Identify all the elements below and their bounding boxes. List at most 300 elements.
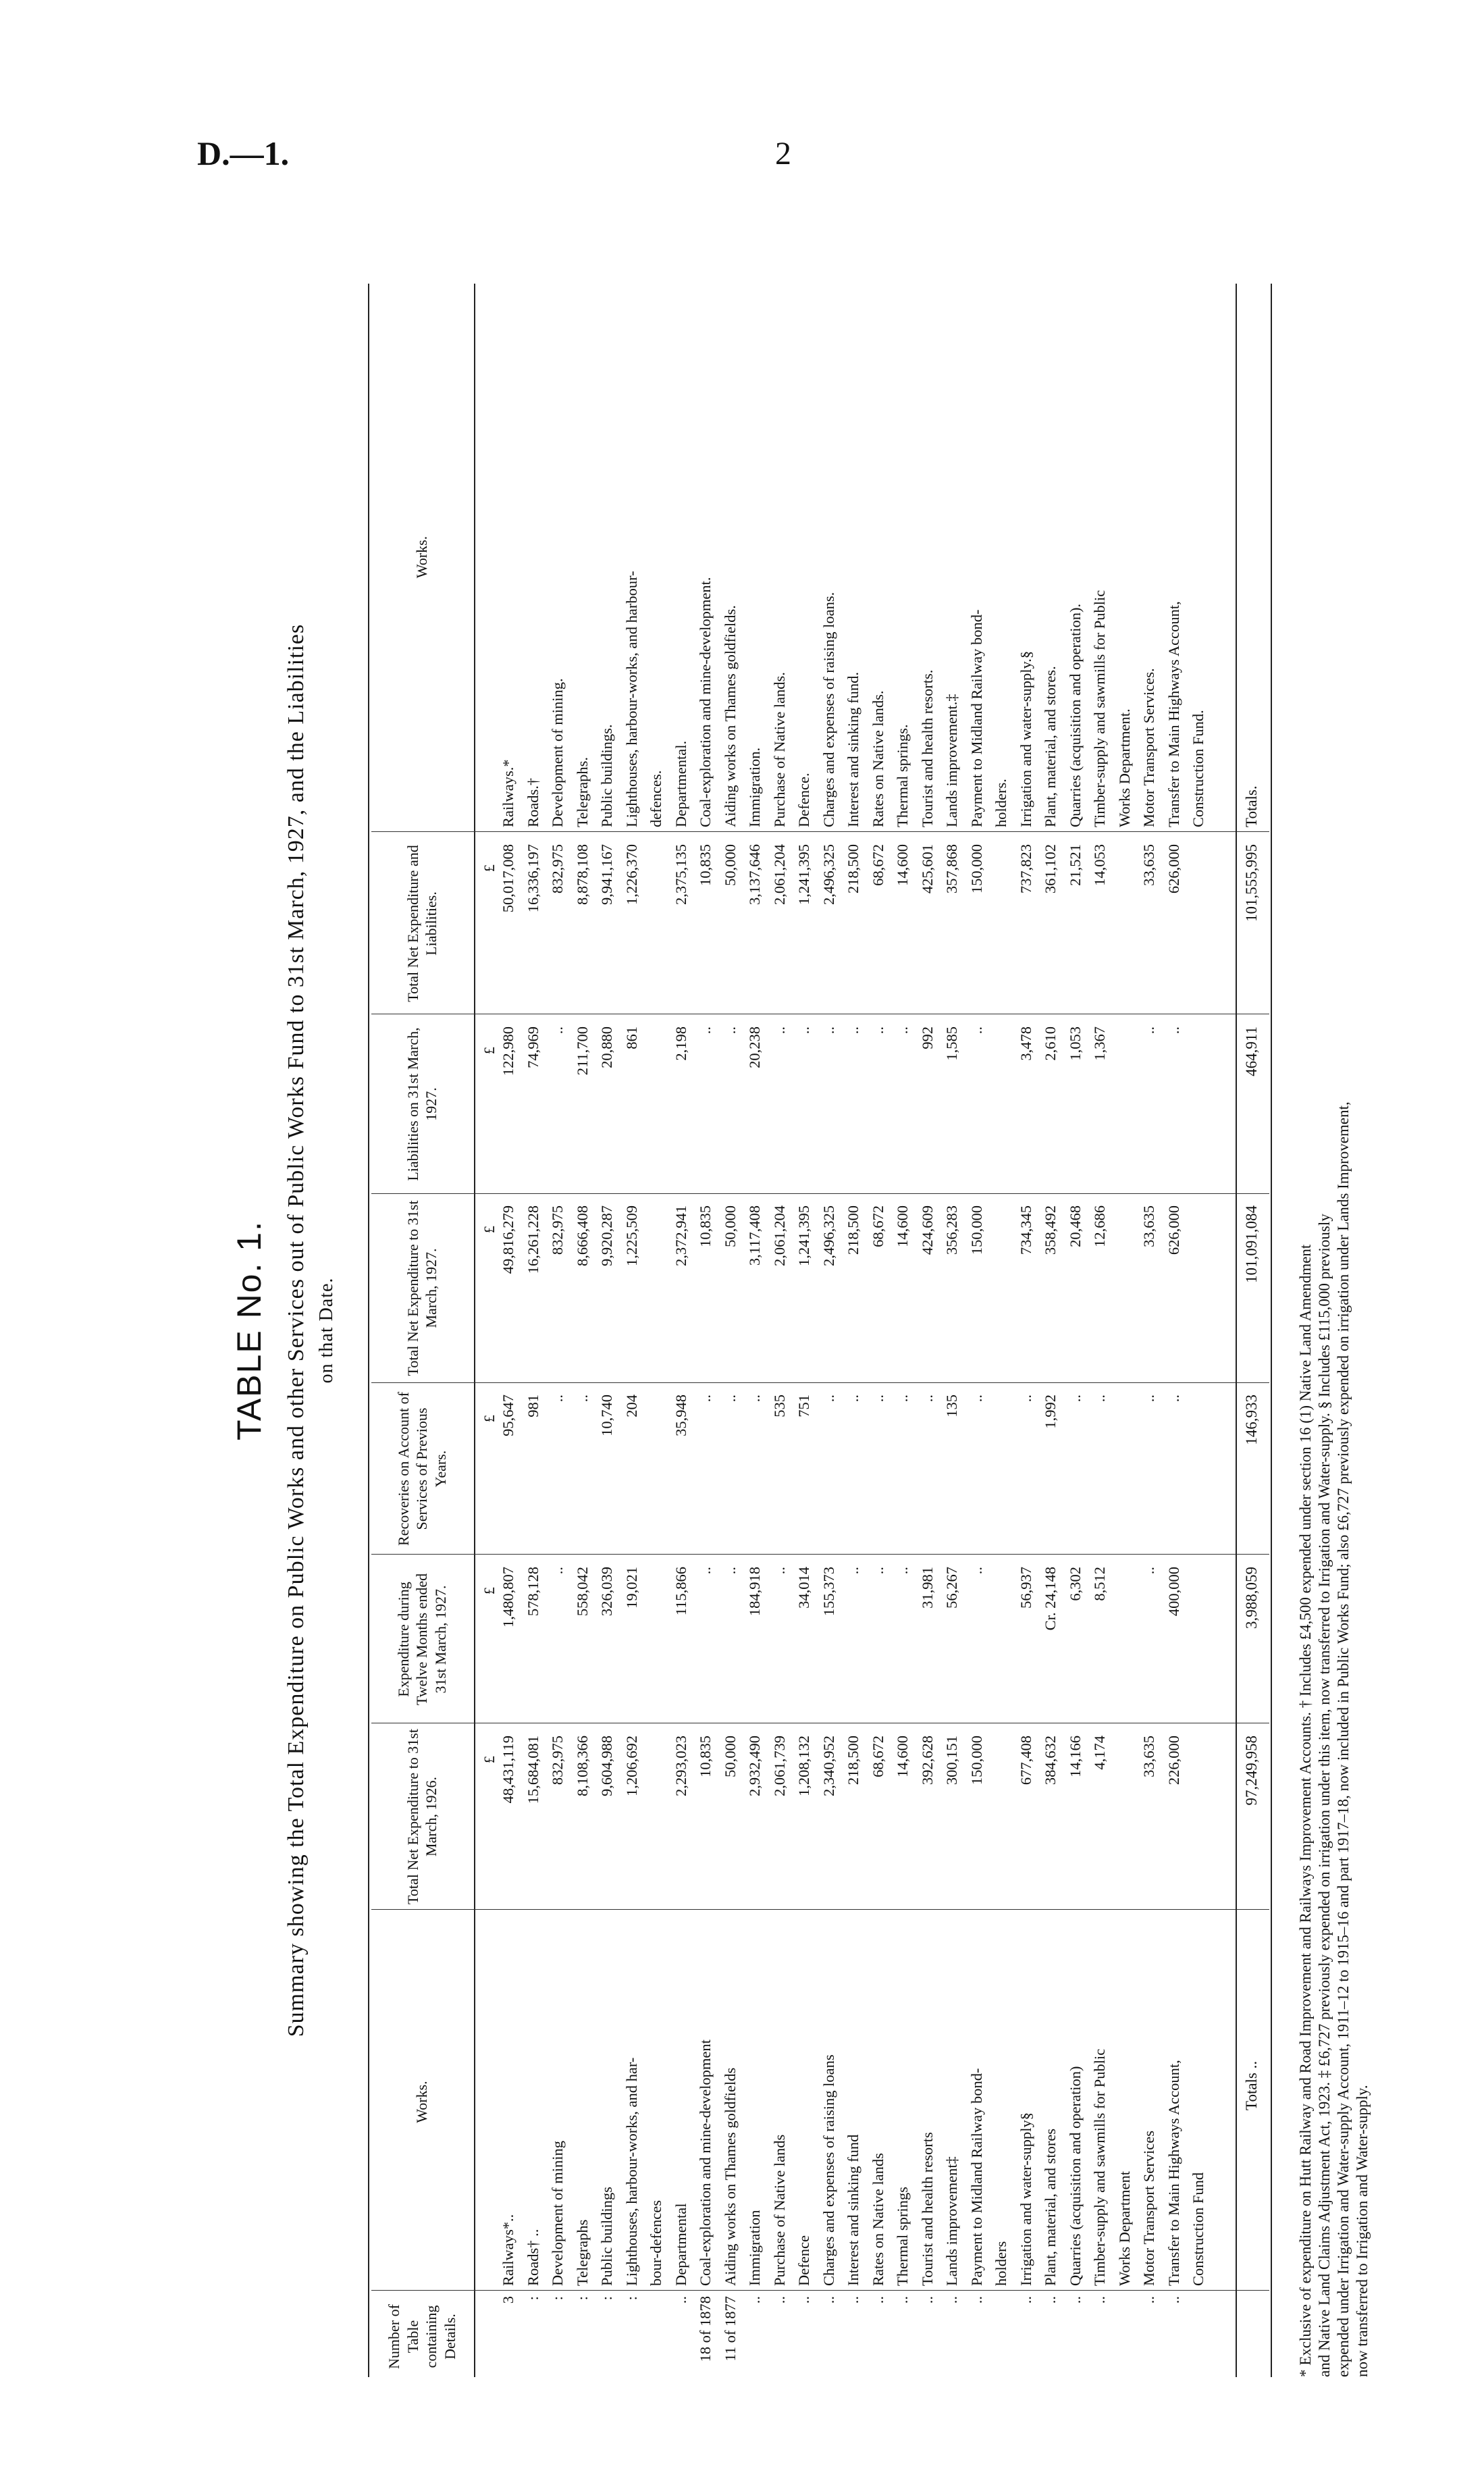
cell-recoveries: .. [1091, 1395, 1108, 1403]
cell-liabilities: .. [1165, 1026, 1182, 1035]
cell-total1926: 2,293,023 [672, 1736, 689, 1796]
table-row [968, 284, 986, 2377]
cell-recoveries: .. [918, 1395, 936, 1403]
cell-recoveries: 535 [770, 1395, 788, 1417]
cell-ref: : [549, 2296, 566, 2301]
cell-total1926: 33,635 [1140, 1736, 1157, 1777]
table-row [845, 284, 862, 2377]
cell-liabilities [1190, 1026, 1207, 1189]
table-row [795, 284, 813, 2377]
cell-total1926: 68,672 [869, 1736, 886, 1777]
cell-during: 8,512 [1091, 1567, 1108, 1601]
cell-works: Development of mining [549, 2141, 566, 2286]
cell-total1926: 392,628 [918, 1736, 936, 1786]
cell-totalLiab: 10,835 [697, 844, 714, 886]
table-row [992, 284, 1010, 2377]
cell-ref: .. [795, 2296, 812, 2304]
column-header-ref: Number of Table containing Details. [386, 2304, 458, 2369]
cell-liabilities: .. [869, 1026, 886, 1035]
cell-total1927: 626,000 [1165, 1205, 1182, 1255]
cell-recoveries: 95,647 [500, 1395, 516, 1436]
cell-liabilities: .. [1140, 1026, 1157, 1035]
table-row [771, 284, 789, 2377]
cell-ref: .. [1140, 2296, 1157, 2304]
cell-works2: Charges and expenses of raising loans. [820, 592, 837, 827]
table-row [525, 284, 542, 2377]
table-row [697, 284, 714, 2377]
cell-works: Quarries (acquisition and operation) [1066, 2066, 1084, 2286]
cell-liabilities: 3,478 [1017, 1026, 1034, 1061]
cell-works: Defence [795, 2235, 812, 2286]
cell-total1927: 50,000 [721, 1205, 739, 1247]
cell-total1927: 68,672 [869, 1205, 886, 1247]
cell-total1927: 14,600 [894, 1205, 911, 1247]
cell-during [992, 1567, 1010, 1719]
table-row [1116, 284, 1134, 2377]
cell-ref: .. [1165, 2296, 1182, 2304]
cell-works: Rates on Native lands [869, 2153, 886, 2286]
cell-recoveries [1190, 1395, 1207, 1550]
cell-totalLiab: 737,823 [1017, 844, 1034, 894]
table-subtitle: Summary showing the Total Expenditure on Public Works and other Services out of Public Works Fund to 31st March, 1927, and the Liabilities [284, 623, 309, 2037]
cell-total1926: 4,174 [1091, 1736, 1108, 1770]
cell-ref: 11 of 1877 [721, 2296, 739, 2362]
column-separator [371, 1382, 1269, 1383]
cell-during: .. [721, 1567, 739, 1575]
cell-totalLiab: 150,000 [968, 844, 985, 894]
cell-liabilities: .. [721, 1026, 739, 1035]
cell-totalLiab: 626,000 [1165, 844, 1182, 894]
cell-ref: .. [770, 2296, 788, 2304]
cell-ref: .. [869, 2296, 886, 2304]
cell-recoveries: .. [746, 1395, 763, 1403]
cell-ref [1116, 2296, 1134, 2377]
cell-works2: Lands improvement.‡ [943, 694, 960, 827]
cell-during: Cr. 24,148 [1042, 1567, 1059, 1631]
cell-works2: Departmental. [672, 740, 689, 827]
cell-total1926: 226,000 [1165, 1736, 1182, 1786]
cell-liabilities: 1,585 [943, 1026, 960, 1061]
cell-totalLiab: 8,878,108 [573, 844, 591, 905]
totals-row [1238, 284, 1265, 2377]
cell-works: Plant, material, and stores [1042, 2128, 1059, 2286]
top-rule [368, 284, 369, 2377]
cell-during: .. [549, 1567, 566, 1575]
cell-totalLiab: 33,635 [1140, 844, 1157, 886]
footnote-line: and Native Land Claims Adjustment Act, 1923. ‡ £6,727 previously expended on irrigation under this item, now transferred to Irrigation and Water-supply. § Includes £115,000 previously [1316, 1214, 1333, 2377]
cell-recoveries: 981 [524, 1395, 541, 1417]
cell-works2: Interest and sinking fund. [845, 672, 862, 827]
cell-ref: .. [968, 2296, 985, 2304]
cell-during [647, 1567, 665, 1719]
cell-total1927: 10,835 [697, 1205, 714, 1247]
footnote-line: expended under Irrigation and Water-supply Account, 1911–12 to 1915–16 and part 1917–18, now included in Public Works Fund; also £6,727 previously expended on irrigation under Lands Improvement, [1335, 1101, 1352, 2377]
cell-total1926: 2,932,490 [746, 1736, 763, 1796]
table-row [820, 284, 838, 2377]
document-code: D.—1. [197, 134, 290, 172]
cell-ref: .. [820, 2296, 837, 2304]
cell-total1927 [1190, 1205, 1207, 1378]
table-row [1067, 284, 1084, 2377]
table-row [722, 284, 739, 2377]
cell-recoveries: 751 [795, 1395, 812, 1417]
cell-works2: Railways.* [500, 759, 516, 827]
cell-recoveries: .. [721, 1395, 739, 1403]
cell-recoveries: 135 [943, 1395, 960, 1417]
cell-liabilities: 1,367 [1091, 1026, 1108, 1061]
cell-ref: .. [1017, 2296, 1034, 2304]
currency-symbol: £ [481, 1415, 498, 1423]
cell-ref: 18 of 1878 [697, 2296, 714, 2362]
cell-recoveries: .. [968, 1395, 985, 1403]
cell-total1926: 1,208,132 [795, 1736, 812, 1796]
cell-liabilities: 992 [918, 1026, 936, 1049]
cell-liabilities: 211,700 [573, 1026, 591, 1076]
cell-total1926: 10,835 [697, 1736, 714, 1777]
cell-ref: .. [672, 2296, 689, 2304]
cell-works2: defences. [647, 770, 664, 827]
cell-recoveries: .. [1066, 1395, 1084, 1403]
cell-recoveries: .. [1165, 1395, 1182, 1403]
table-row [672, 284, 690, 2377]
cell-during: 34,014 [795, 1567, 812, 1609]
column-separator [371, 2290, 1269, 2291]
cell-works: Construction Fund [1190, 2172, 1207, 2286]
cell-totalLiab: 68,672 [869, 844, 886, 886]
cell-works2: Aiding works on Thames goldfields. [721, 605, 739, 827]
cell-liabilities [992, 1026, 1010, 1189]
cell-total1927 [647, 1205, 665, 1378]
cell-totalLiab: 9,941,167 [598, 844, 615, 905]
cell-works2: Construction Fund. [1190, 710, 1207, 827]
cell-totalLiab: 16,336,197 [524, 844, 541, 913]
cell-totalLiab: 1,226,370 [622, 844, 640, 905]
table-row [919, 284, 936, 2377]
cell-during: .. [845, 1567, 862, 1575]
header-rule [474, 284, 475, 2377]
cell-liabilities: .. [820, 1026, 837, 1035]
column-header-totalLiab: Total Net Expenditure and Liabilities. [404, 845, 440, 1002]
cell-total1927: 12,686 [1091, 1205, 1108, 1247]
cell-ref: : [622, 2296, 640, 2301]
table-row [943, 284, 961, 2377]
cell-works: Roads† .. [524, 2229, 541, 2286]
cell-ref: .. [1066, 2296, 1084, 2304]
cell-works2: Purchase of Native lands. [770, 672, 788, 827]
cell-ref [992, 2296, 1010, 2377]
cell-totalLiab: 2,496,325 [820, 844, 837, 905]
cell-works2: Public buildings. [598, 724, 615, 827]
table-title: TABLE No. 1. [230, 1220, 268, 1440]
cell-during: .. [697, 1567, 714, 1575]
cell-total1927: 218,500 [845, 1205, 862, 1255]
cell-during: 31,981 [918, 1567, 936, 1609]
cell-works: Railways*.. [500, 2214, 516, 2286]
cell-during: 184,918 [746, 1567, 763, 1617]
cell-recoveries: .. [573, 1395, 591, 1403]
cell-works: Departmental [672, 2203, 689, 2286]
cell-ref: .. [1091, 2296, 1108, 2304]
cell-recoveries: .. [894, 1395, 911, 1403]
cell-recoveries: 10,740 [598, 1395, 615, 1436]
cell-recoveries: 35,948 [672, 1395, 689, 1436]
cell-total1926: 50,000 [721, 1736, 739, 1777]
cell-totalLiab: 21,521 [1066, 844, 1084, 886]
cell-total1927 [992, 1205, 1010, 1378]
cell-recoveries: .. [869, 1395, 886, 1403]
table-row [1140, 284, 1158, 2377]
cell-works2: Lighthouses, harbour-works, and harbour- [622, 571, 640, 827]
cell-during: .. [770, 1567, 788, 1575]
cell-works: Coal-exploration and mine-development [697, 2039, 714, 2286]
cell-recoveries [647, 1395, 665, 1550]
cell-works2: Tourist and health resorts. [918, 669, 936, 827]
table-row [574, 284, 591, 2377]
cell-during: 400,000 [1165, 1567, 1182, 1617]
bottom-rule [1271, 284, 1272, 2377]
cell-total1926: 2,061,739 [770, 1736, 788, 1796]
cell-total1926: 2,340,952 [820, 1736, 837, 1796]
cell-totalLiab: 14,053 [1091, 844, 1108, 886]
cell-during: .. [968, 1567, 985, 1575]
currency-row [481, 284, 498, 2377]
totals-recoveries: 146,933 [1243, 1395, 1260, 1445]
page-number: 2 [775, 136, 791, 172]
cell-total1927: 8,666,408 [573, 1205, 591, 1266]
cell-works2: Roads.† [524, 777, 541, 827]
cell-during: .. [869, 1567, 886, 1575]
cell-works2: Immigration. [746, 747, 763, 827]
rotated-table-page [230, 284, 1391, 2377]
cell-total1927: 16,261,228 [524, 1205, 541, 1274]
column-separator [371, 831, 1269, 832]
cell-works2: Transfer to Main Highways Account, [1165, 601, 1182, 827]
cell-ref: : [573, 2296, 591, 2301]
table-row [1042, 284, 1059, 2377]
cell-liabilities [647, 1026, 665, 1189]
table-row [598, 284, 616, 2377]
cell-total1926: 1,206,692 [622, 1736, 640, 1796]
cell-works: Lighthouses, harbour-works, and har- [622, 2057, 640, 2286]
cell-totalLiab: 218,500 [845, 844, 862, 894]
cell-total1927: 1,241,395 [795, 1205, 812, 1266]
cell-ref: .. [1042, 2296, 1059, 2304]
cell-ref [1190, 2296, 1207, 2377]
cell-total1927: 2,496,325 [820, 1205, 837, 1266]
cell-works: Lands improvement‡ [943, 2156, 960, 2286]
cell-works: Purchase of Native lands [770, 2134, 788, 2286]
cell-liabilities: 1,053 [1066, 1026, 1084, 1061]
table-row [746, 284, 764, 2377]
cell-ref: .. [943, 2296, 960, 2304]
cell-total1927: 734,345 [1017, 1205, 1034, 1255]
cell-works: Payment to Midland Railway bond- [968, 2068, 985, 2286]
cell-totalLiab: 1,241,395 [795, 844, 812, 905]
totals-rule [1236, 284, 1237, 2377]
cell-works: Timber-supply and sawmills for Public [1091, 2048, 1108, 2286]
cell-ref: : [524, 2296, 541, 2301]
cell-totalLiab [647, 844, 665, 1010]
cell-works2: Quarries (acquisition and operation). [1066, 603, 1084, 827]
cell-liabilities: 122,980 [500, 1026, 516, 1076]
cell-total1926 [1116, 1736, 1134, 1904]
cell-total1927: 3,117,408 [746, 1205, 763, 1266]
cell-works2: Rates on Native lands. [869, 690, 886, 827]
cell-totalLiab: 425,601 [918, 844, 936, 894]
cell-during: 19,021 [622, 1567, 640, 1609]
cell-works: Interest and sinking fund [845, 2134, 862, 2286]
cell-total1926: 14,600 [894, 1736, 911, 1777]
footnotes [1296, 284, 1372, 2377]
totals-totalLiab: 101,555,995 [1243, 844, 1260, 922]
cell-during: 155,373 [820, 1567, 837, 1617]
cell-total1927: 9,920,287 [598, 1205, 615, 1266]
column-header-works: Works. [413, 2081, 431, 2123]
cell-works2: Payment to Midland Railway bond- [968, 609, 985, 827]
cell-liabilities: .. [549, 1026, 566, 1035]
table-row [1091, 284, 1109, 2377]
column-header-recoveries: Recoveries on Account of Services of Previous Years. [394, 1392, 449, 1546]
cell-totalLiab: 832,975 [549, 844, 566, 894]
cell-total1926 [1190, 1736, 1207, 1904]
cell-liabilities: 861 [622, 1026, 640, 1049]
cell-total1926 [647, 1736, 665, 1904]
totals-total1926: 97,249,958 [1243, 1736, 1260, 1806]
cell-during: 326,039 [598, 1567, 615, 1617]
cell-works: Public buildings [598, 2187, 615, 2286]
column-separator [371, 1909, 1269, 1910]
totals-liabilities: 464,911 [1243, 1026, 1260, 1076]
cell-totalLiab [992, 844, 1010, 1010]
cell-total1926: 677,408 [1017, 1736, 1034, 1786]
cell-totalLiab: 50,017,008 [500, 844, 516, 913]
cell-works: Telegraphs [573, 2219, 591, 2286]
cell-total1927: 33,635 [1140, 1205, 1157, 1247]
cell-liabilities: 2,610 [1042, 1026, 1059, 1061]
totals-label: Totals .. [1243, 2060, 1260, 2110]
currency-symbol: £ [481, 1587, 498, 1595]
cell-during: .. [1140, 1567, 1157, 1575]
cell-works: Works Department [1115, 2170, 1133, 2286]
cell-works2: Defence. [795, 773, 812, 827]
table-row [1165, 284, 1183, 2377]
cell-during: 56,937 [1017, 1567, 1034, 1609]
cell-total1926: 48,431,119 [500, 1736, 516, 1804]
cell-works2: Thermal springs. [894, 724, 911, 827]
table-row [647, 284, 665, 2377]
cell-ref: 3 [500, 2296, 516, 2304]
cell-total1927: 2,061,204 [770, 1205, 788, 1266]
currency-symbol: £ [481, 864, 498, 873]
cell-works2: Telegraphs. [573, 756, 591, 827]
cell-totalLiab: 50,000 [721, 844, 739, 886]
cell-liabilities [1116, 1026, 1134, 1189]
cell-ref: .. [746, 2296, 763, 2304]
cell-total1926 [992, 1736, 1010, 1904]
cell-liabilities: .. [845, 1026, 862, 1035]
cell-recoveries [992, 1395, 1010, 1550]
totals-label2: Totals. [1243, 785, 1260, 827]
cell-totalLiab: 14,600 [894, 844, 911, 886]
cell-liabilities: .. [770, 1026, 788, 1035]
cell-works2: Coal-exploration and mine-development. [697, 577, 714, 827]
cell-total1926: 384,632 [1042, 1736, 1059, 1786]
cell-total1927: 150,000 [968, 1205, 985, 1255]
column-separator [371, 1193, 1269, 1194]
cell-during: 558,042 [573, 1567, 591, 1617]
cell-ref: : [598, 2296, 615, 2301]
cell-during: 578,128 [524, 1567, 541, 1617]
cell-totalLiab: 2,375,135 [672, 844, 689, 905]
cell-liabilities: .. [894, 1026, 911, 1035]
cell-ref: .. [894, 2296, 911, 2304]
column-separator [371, 1554, 1269, 1555]
cell-works: bour-defences [647, 2200, 664, 2286]
currency-symbol: £ [481, 1226, 498, 1234]
table-row [870, 284, 887, 2377]
cell-during: 56,267 [943, 1567, 960, 1609]
table-subtitle-2: on that Date. [316, 1277, 337, 1384]
cell-recoveries: 1,992 [1042, 1395, 1059, 1429]
cell-totalLiab: 357,868 [943, 844, 960, 894]
cell-during: .. [894, 1567, 911, 1575]
cell-total1926: 832,975 [549, 1736, 566, 1786]
column-header-liabilities: Liabilities on 31st March, 1927. [404, 1027, 440, 1181]
cell-liabilities: .. [795, 1026, 812, 1035]
cell-works: Irrigation and water-supply§ [1017, 2112, 1034, 2286]
cell-liabilities: 74,969 [524, 1026, 541, 1068]
cell-total1927: 2,372,941 [672, 1205, 689, 1266]
column-header-during: Expenditure during Twelve Months ended 31st March, 1927. [394, 1573, 449, 1706]
column-header-total1927: Total Net Expenditure to 31st March, 1927. [404, 1200, 440, 1376]
cell-recoveries: .. [697, 1395, 714, 1403]
cell-works: Charges and expenses of raising loans [820, 2054, 837, 2286]
cell-totalLiab: 3,137,646 [746, 844, 763, 905]
cell-liabilities: 20,238 [746, 1026, 763, 1068]
cell-total1927: 356,283 [943, 1205, 960, 1255]
footnote-line: * Exclusive of expenditure on Hutt Railway and Road Improvement and Railways Improvement Accounts. † Includes £4,500 expended under section 16 (1) Native Land Amendment [1297, 1244, 1314, 2377]
cell-works2: Plant, material, and stores. [1042, 666, 1059, 827]
cell-liabilities: 20,880 [598, 1026, 615, 1068]
cell-works2: Irrigation and water-supply.§ [1017, 650, 1034, 827]
cell-total1927: 424,609 [918, 1205, 936, 1255]
cell-during: 6,302 [1066, 1567, 1084, 1601]
cell-total1926: 14,166 [1066, 1736, 1084, 1777]
cell-works2: Development of mining. [549, 678, 566, 827]
column-header-total1926: Total Net Expenditure to 31st March, 1926. [404, 1729, 440, 1904]
cell-during: 115,866 [672, 1567, 689, 1616]
cell-totalLiab: 361,102 [1042, 844, 1059, 894]
table-row [500, 284, 517, 2377]
currency-symbol: £ [481, 1047, 498, 1055]
currency-symbol: £ [481, 1756, 498, 1764]
cell-works: Immigration [746, 2210, 763, 2286]
cell-works: Transfer to Main Highways Account, [1165, 2060, 1182, 2286]
column-header-works2: Works. [413, 536, 431, 579]
cell-recoveries: .. [549, 1395, 566, 1403]
cell-during [1190, 1567, 1207, 1719]
cell-totalLiab: 2,061,204 [770, 844, 788, 905]
cell-total1927: 49,816,279 [500, 1205, 516, 1274]
cell-ref [647, 2296, 665, 2377]
cell-works2: holders. [992, 779, 1009, 827]
cell-total1927: 358,492 [1042, 1205, 1059, 1255]
cell-during [1116, 1567, 1134, 1719]
cell-works: Aiding works on Thames goldfields [721, 2067, 739, 2286]
cell-works: Motor Transport Services [1140, 2131, 1157, 2286]
cell-recoveries [1116, 1395, 1134, 1550]
cell-recoveries: .. [1140, 1395, 1157, 1403]
